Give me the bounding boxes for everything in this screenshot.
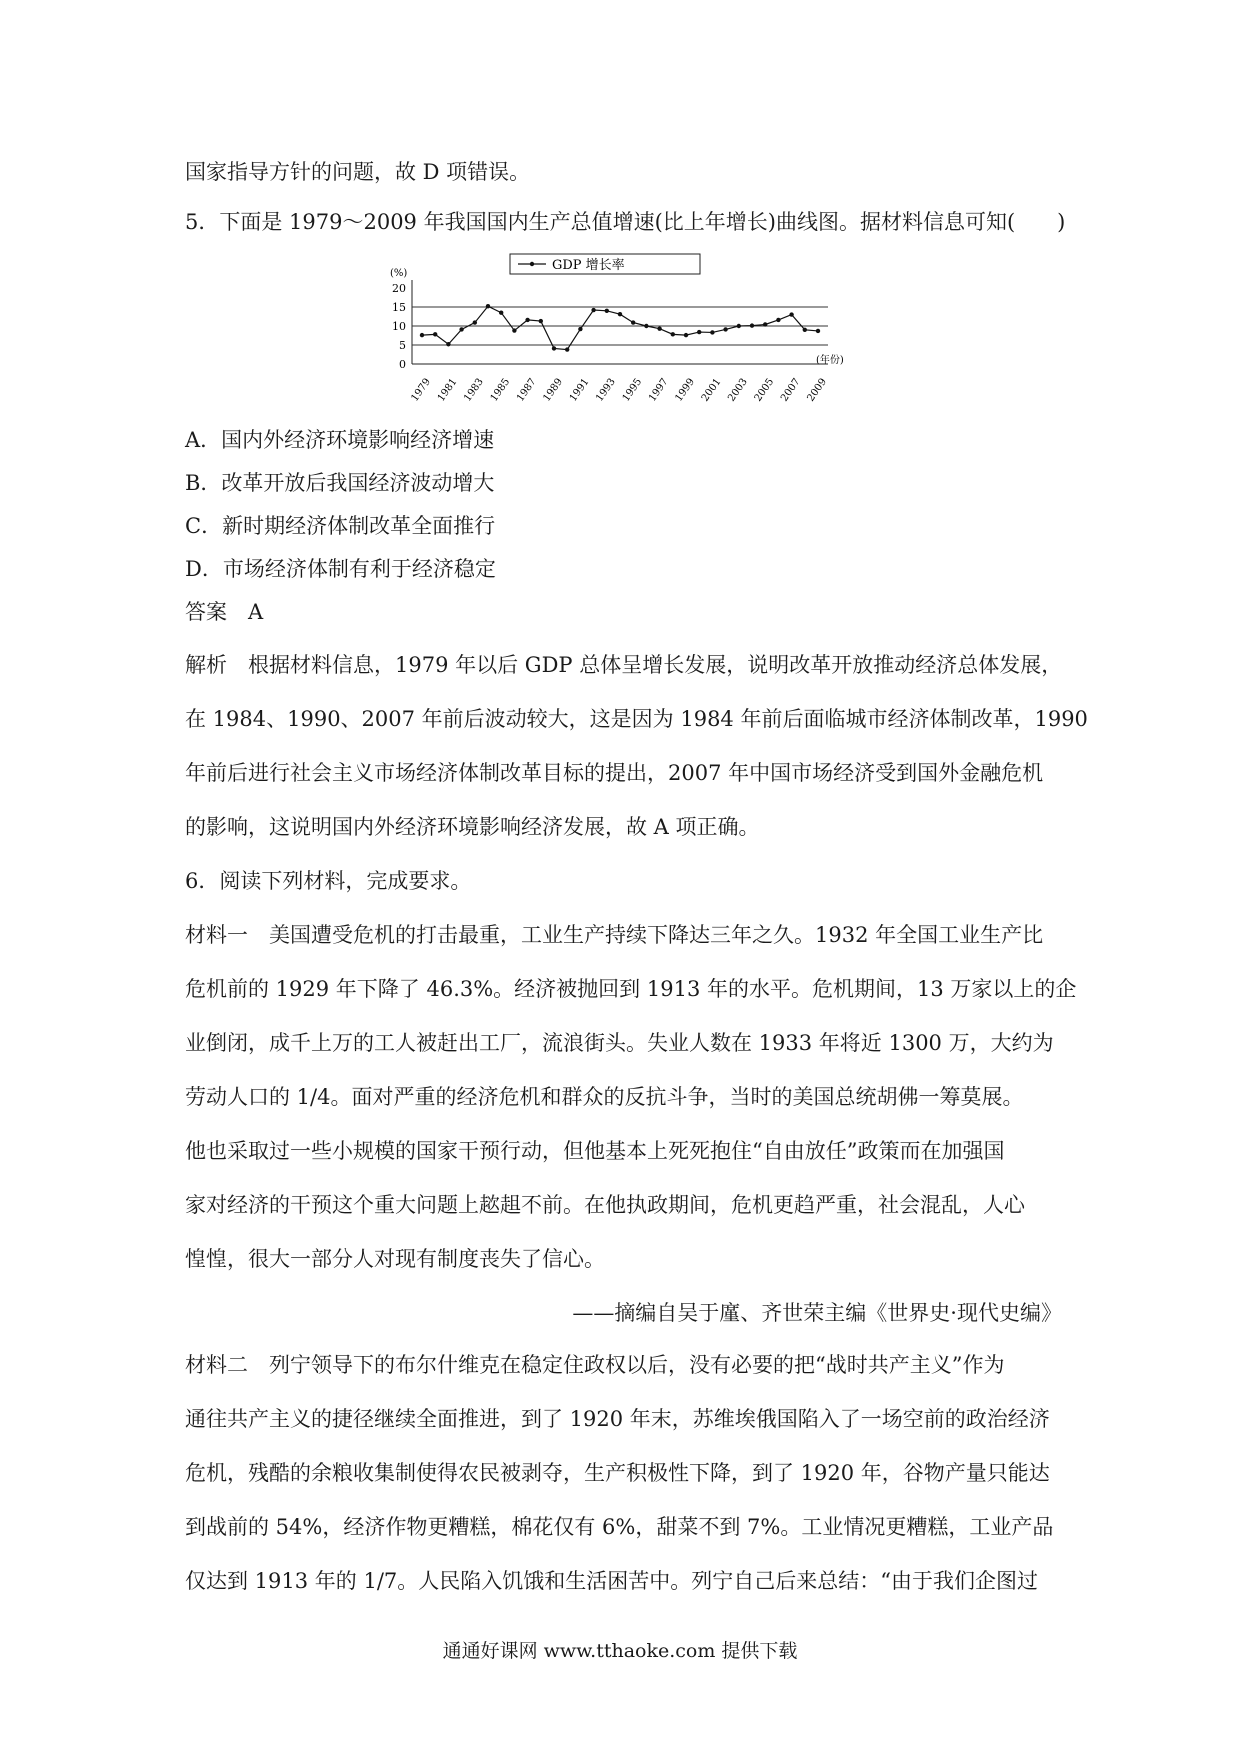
- data-point: [697, 330, 701, 334]
- x-tick-label: 2003: [726, 376, 750, 404]
- data-point: [644, 324, 648, 328]
- data-point: [565, 347, 569, 351]
- data-point: [591, 308, 595, 312]
- y-tick-label: 20: [392, 282, 406, 295]
- x-tick-label: 1981: [435, 376, 460, 404]
- data-point: [446, 342, 450, 346]
- x-tick-label: 2009: [805, 376, 830, 404]
- data-point: [737, 324, 741, 328]
- material-2-line: 材料二 列宁领导下的布尔什维克在稳定住政权以后，没有必要的把“战时共产主义”作为: [185, 1353, 1005, 1377]
- data-point: [803, 328, 807, 332]
- option-a: A．国内外经济环境影响经济增速: [185, 428, 495, 452]
- data-point: [684, 333, 688, 337]
- question-6-stem: 6．阅读下列材料，完成要求。: [185, 869, 472, 893]
- data-point: [499, 311, 503, 315]
- material-2-line: 通往共产主义的捷径继续全面推进，到了 1920 年末，苏维埃俄国陷入了一场空前的政治经济: [185, 1407, 1050, 1431]
- data-point: [631, 320, 635, 324]
- material-1-source: ——摘编自吴于廑、齐世荣主编《世界史·现代史编》: [572, 1301, 1062, 1325]
- y-tick-label: 5: [399, 339, 406, 352]
- data-point: [605, 309, 609, 313]
- x-tick-label: 1999: [673, 376, 698, 404]
- material-1-line: 材料一 美国遭受危机的打击最重，工业生产持续下降达三年之久。1932 年全国工业生产比: [185, 923, 1044, 947]
- data-point: [433, 332, 437, 336]
- data-point: [710, 330, 714, 334]
- material-1-line: 危机前的 1929 年下降了 46.3%。经济被抛回到 1913 年的水平。危机期间，13 万家以上的企: [185, 977, 1077, 1001]
- x-axis-label: (年份): [816, 355, 844, 366]
- analysis-line: 解析 根据材料信息，1979 年以后 GDP 总体呈增长发展，说明改革开放推动经济总体发展，: [185, 653, 1063, 677]
- material-1-line: 劳动人口的 1/4。面对严重的经济危机和群众的反抗斗争，当时的美国总统胡佛一筹莫展。: [185, 1085, 1024, 1109]
- x-tick-label: 1989: [541, 376, 566, 404]
- y-tick-label: 0: [399, 358, 406, 371]
- data-point: [763, 322, 767, 326]
- material-2-line: 危机，残酷的余粮收集制使得农民被剥夺，生产积极性下降，到了 1920 年，谷物产量只能达: [185, 1461, 1050, 1485]
- x-tick-label: 1983: [462, 376, 486, 404]
- data-point: [618, 312, 622, 316]
- option-c: C．新时期经济体制改革全面推行: [185, 514, 496, 538]
- analysis-line: 的影响，这说明国内外经济环境影响经济发展，故 A 项正确。: [185, 815, 760, 839]
- material-1-line: 家对经济的干预这个重大问题上趑趄不前。在他执政期间，危机更趋严重，社会混乱，人心: [185, 1193, 1025, 1217]
- data-point: [486, 304, 490, 308]
- x-tick-label: 1997: [647, 376, 671, 404]
- data-point: [552, 346, 556, 350]
- paragraph-line: 国家指导方针的问题，故 D 项错误。: [185, 160, 531, 184]
- material-1-line: 他也采取过一些小规模的国家干预行动，但他基本上死死抱住“自由放任”政策而在加强国: [185, 1139, 1005, 1163]
- y-axis-label: (%): [390, 268, 408, 279]
- data-point: [789, 312, 793, 316]
- footer-watermark: 通通好课网 www.tthaoke.com 提供下载: [442, 1640, 798, 1662]
- x-tick-label: 1979: [409, 376, 434, 404]
- material-1-line: 惶惶，很大一部分人对现有制度丧失了信心。: [185, 1247, 605, 1271]
- x-tick-label: 2007: [779, 376, 803, 404]
- x-tick-label: 1993: [594, 376, 618, 404]
- data-point: [420, 333, 424, 337]
- y-tick-label: 10: [392, 320, 406, 333]
- data-point: [578, 327, 582, 331]
- x-tick-label: 1987: [515, 376, 539, 404]
- material-2-line: 仅达到 1913 年的 1/7。人民陷入饥饿和生活困苦中。列宁自己后来总结：“由于我们企图过: [185, 1569, 1038, 1593]
- answer-line: 答案 A: [185, 600, 264, 624]
- legend-label: GDP 增长率: [552, 258, 625, 273]
- data-point: [776, 318, 780, 322]
- analysis-line: 年前后进行社会主义市场经济体制改革目标的提出，2007 年中国市场经济受到国外金融危机: [185, 761, 1044, 785]
- gdp-growth-chart: [380, 252, 850, 412]
- question-5-stem: 5．下面是 1979～2009 年我国国内生产总值增速(比上年增长)曲线图。据材料信息可知( ): [185, 210, 1066, 234]
- y-tick-label: 15: [392, 301, 406, 314]
- analysis-line: 在 1984、1990、2007 年前后波动较大，这是因为 1984 年前后面临城市经济体制改革，1990: [185, 707, 1088, 731]
- data-point: [723, 327, 727, 331]
- data-point: [459, 327, 463, 331]
- x-tick-label: 1991: [567, 376, 592, 404]
- gdp-line-chart-svg: [380, 252, 850, 412]
- option-d: D．市场经济体制有利于经济稳定: [185, 557, 496, 581]
- x-tick-label: 2005: [752, 376, 777, 404]
- data-point: [525, 318, 529, 322]
- option-b: B．改革开放后我国经济波动增大: [185, 471, 495, 495]
- data-point: [750, 323, 754, 327]
- x-tick-label: 1995: [620, 376, 645, 404]
- data-point: [512, 328, 516, 332]
- material-2-line: 到战前的 54%，经济作物更糟糕，棉花仅有 6%，甜菜不到 7%。工业情况更糟糕，工业产品: [185, 1515, 1054, 1539]
- data-point: [657, 326, 661, 330]
- data-point: [539, 319, 543, 323]
- x-tick-label: 1985: [488, 376, 513, 404]
- data-point: [671, 332, 675, 336]
- material-1-line: 业倒闭，成千上万的工人被赶出工厂，流浪街头。失业人数在 1933 年将近 1300 万，大约为: [185, 1031, 1054, 1055]
- x-tick-label: 2001: [699, 376, 724, 404]
- data-point: [816, 329, 820, 333]
- data-point: [473, 320, 477, 324]
- legend-marker: [530, 262, 534, 266]
